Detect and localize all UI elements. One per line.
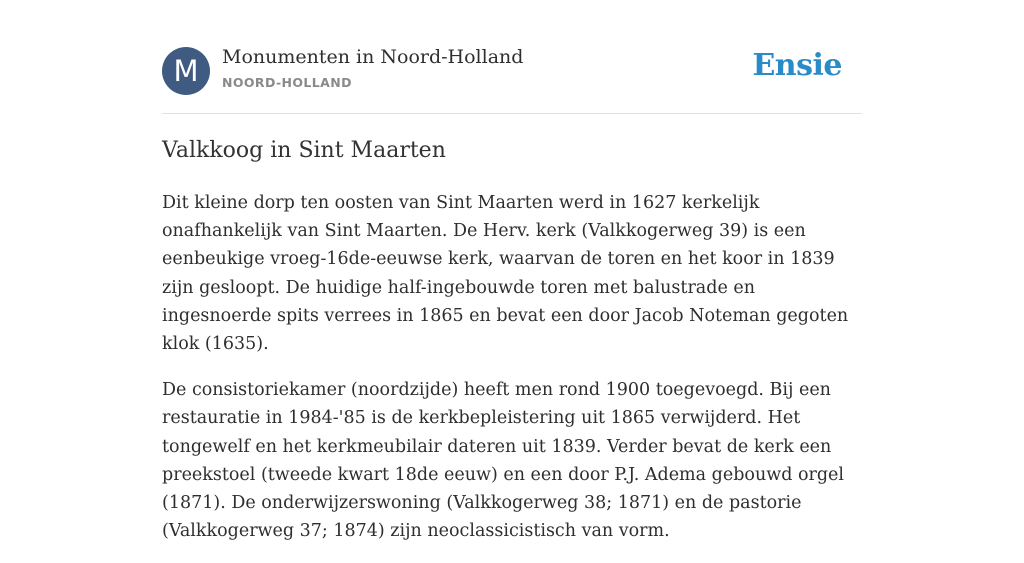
- source-category: NOORD-HOLLAND: [222, 75, 352, 90]
- header-divider: [162, 113, 862, 114]
- source-header: [162, 46, 862, 96]
- ensie-logo[interactable]: Ensie: [752, 48, 842, 83]
- article-paragraph: Dit kleine dorp ten oosten van Sint Maarten werd in 1627 kerkelijk onafhankelijk van Sint Maarten. De Herv. kerk (Valkkogerweg 39) is een eenbeukige vroeg-16de-eeuwse kerk, waarvan de toren en het koor in 1839 zijn gesloopt. De huidige half-ingebouwde toren met balustrade en ingesnoerde spits verrees in 1865 en bevat een door Jacob Noteman gegoten klok (1635).: [162, 193, 849, 355]
- article-body: [162, 189, 862, 563]
- source-title-link[interactable]: Monumenten in Noord-Holland: [222, 46, 524, 68]
- source-avatar[interactable]: M: [162, 47, 210, 95]
- article-title: Valkkoog in Sint Maarten: [162, 138, 446, 163]
- article-paragraph: De consistoriekamer (noordzijde) heeft men rond 1900 toegevoegd. Bij een restauratie in 1984-'85 is de kerkbepleistering uit 1865 verwijderd. Het tongewelf en het kerkmeubilair dateren uit 1839. Verder bevat de kerk een preekstoel (tweede kwart 18de eeuw) en een door P.J. Adema gebouwd orgel (1871). De onderwijzerswoning (Valkkogerweg 38; 1871) en de pastorie (Valkkogerweg 37; 1874) zijn neoclassicistisch van vorm.: [162, 380, 845, 542]
